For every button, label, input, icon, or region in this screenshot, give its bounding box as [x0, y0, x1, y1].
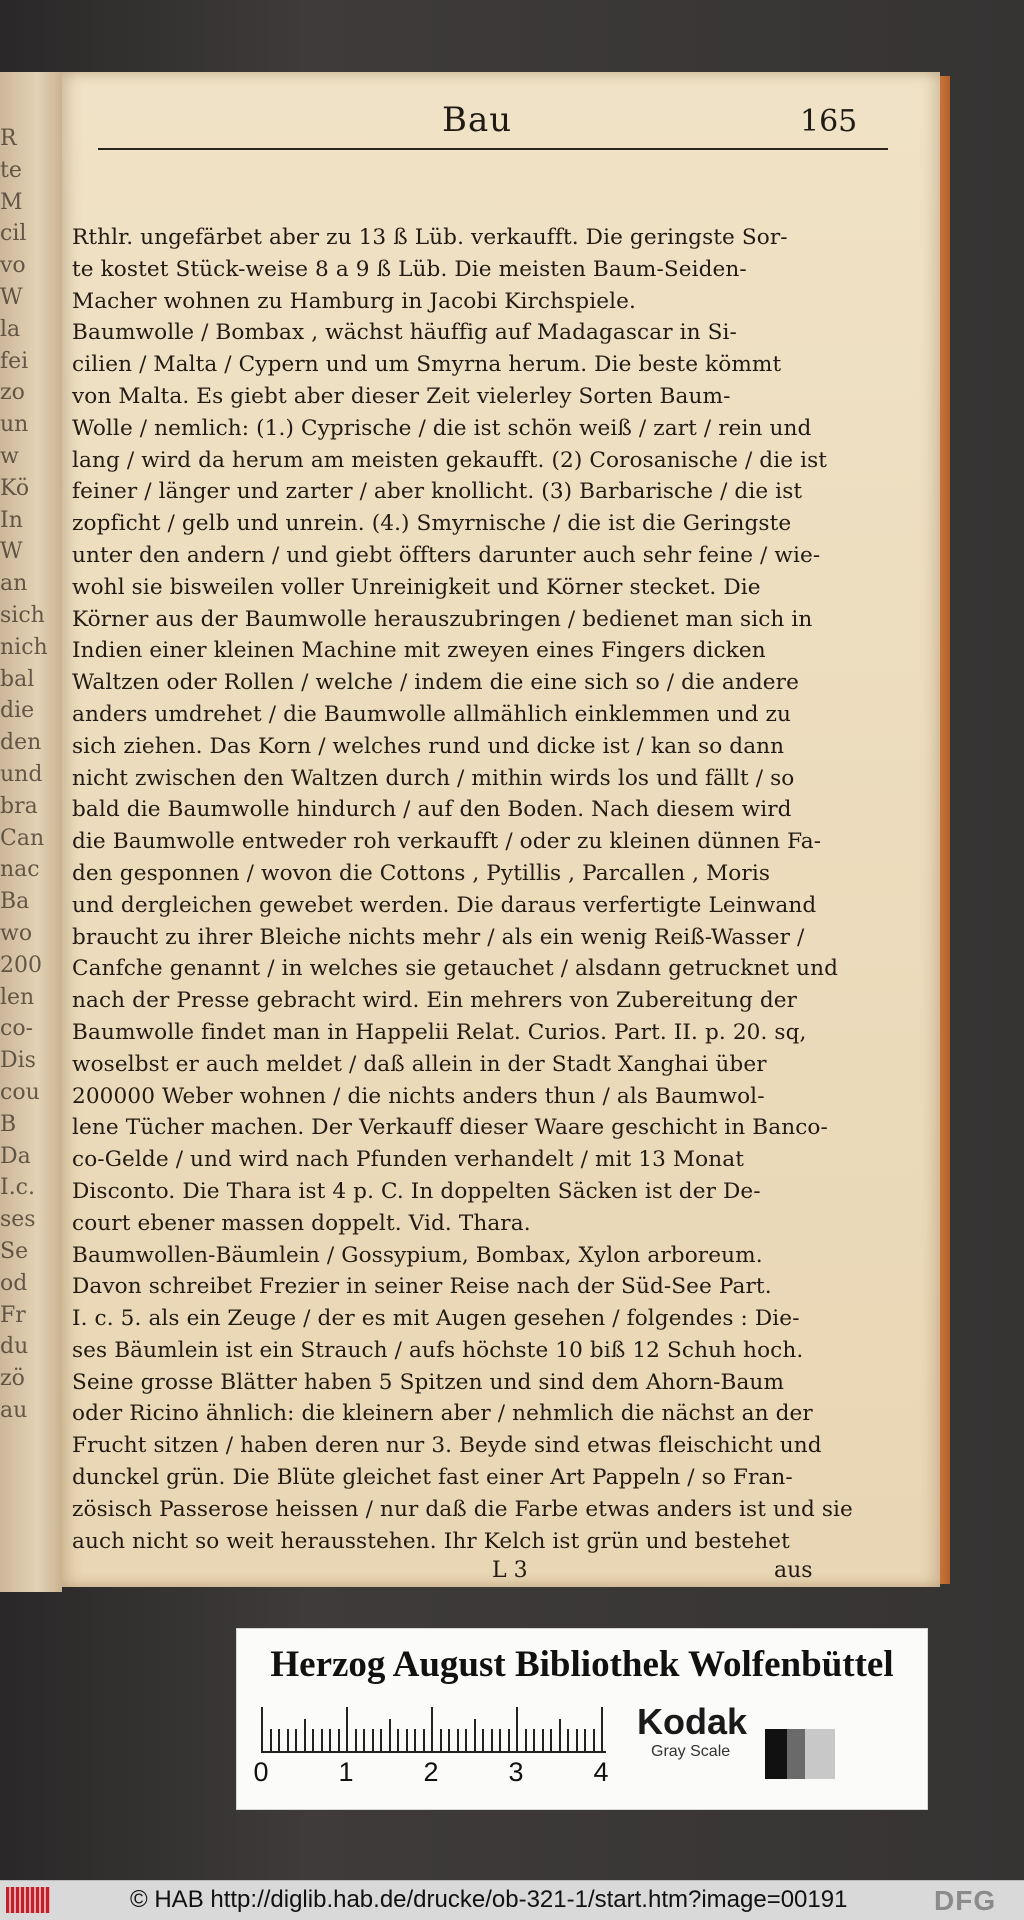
- left-page-fragment: den: [0, 730, 42, 756]
- left-page-fragment: an: [0, 571, 28, 597]
- ruler-tick: [516, 1707, 518, 1751]
- text-line: Baumwolle findet man in Happelii Relat. Curios. Part. II. p. 20. sq,: [72, 1019, 807, 1045]
- gray-patch: [765, 1729, 787, 1779]
- left-page-fragment: Fr: [0, 1302, 26, 1328]
- ruler-tick: [380, 1729, 382, 1751]
- left-page-fragment: In: [0, 507, 23, 533]
- left-page-fragment: W: [0, 539, 23, 565]
- footer-url[interactable]: © HAB http://diglib.hab.de/drucke/ob-321-1/start.htm?image=00191: [130, 1886, 848, 1913]
- text-line: nicht zwischen den Waltzen durch / mithin wirds los und fällt / so: [72, 765, 795, 791]
- ruler-tick: [270, 1729, 272, 1751]
- text-line: Macher wohnen zu Hamburg in Jacobi Kirchspiele.: [72, 288, 636, 314]
- text-line: nach der Presse gebracht wird. Ein mehrers von Zubereitung der: [72, 988, 798, 1014]
- left-page-fragment: du: [0, 1334, 29, 1360]
- left-page-fragment: Ba: [0, 889, 30, 915]
- left-page-fragment: len: [0, 984, 35, 1010]
- text-line: woselbst er auch meldet / daß allein in der Stadt Xanghai über: [72, 1051, 767, 1077]
- ruler-tick: [482, 1729, 484, 1751]
- text-line: auch nicht so weit herausstehen. Ihr Kelch ist grün und bestehet: [72, 1528, 790, 1554]
- text-line: zopficht / gelb und unrein. (4.) Smyrnische / die ist die Geringste: [72, 511, 792, 537]
- ruler-tick: [287, 1729, 289, 1751]
- text-line: Indien einer kleinen Machine mit zweyen eines Fingers dicken: [72, 638, 766, 664]
- left-page-fragment: 200: [0, 952, 42, 978]
- ruler-tick: [601, 1707, 603, 1751]
- left-page-fragment: ses: [0, 1207, 36, 1233]
- text-line: dunckel grün. Die Blüte gleichet fast einer Art Pappeln / so Fran-: [72, 1465, 793, 1491]
- text-line: Wolle / nemlich: (1.) Cyprische / die ist schön weiß / zart / rein und: [72, 415, 812, 441]
- left-page-fragment: Dis: [0, 1048, 36, 1074]
- text-line: Rthlr. ungefärbet aber zu 13 ß Lüb. verkaufft. Die geringste Sor-: [72, 225, 788, 250]
- left-page-fragment: Kö: [0, 475, 30, 501]
- ruler-tick: [431, 1707, 433, 1751]
- color-target-card: [236, 1628, 928, 1810]
- left-page-fragment: I.c.: [0, 1175, 35, 1201]
- footer-bar: [0, 1880, 1024, 1920]
- text-line: die Baumwolle entweder roh verkaufft / oder zu kleinen dünnen Fa-: [72, 829, 822, 855]
- text-line: zösisch Passerose heissen / nur daß die Farbe etwas anders ist und sie: [72, 1496, 853, 1522]
- page-number: 165: [800, 104, 858, 139]
- left-page-fragment: zö: [0, 1366, 25, 1392]
- text-line: lang / wird da herum am meisten gekaufft. (2) Corosanische / die ist: [72, 447, 828, 473]
- left-page-fragment: sich: [0, 603, 45, 628]
- text-line: lene Tücher machen. Der Verkauff dieser Waare geschicht in Banco-: [72, 1115, 828, 1141]
- ruler-tick: [295, 1729, 297, 1751]
- left-page-fragment: Can: [0, 825, 45, 851]
- running-head-title: Bau: [442, 100, 513, 140]
- left-page-fragment: wo: [0, 921, 33, 946]
- left-page-fragment: nac: [0, 857, 40, 883]
- ruler-tick: [499, 1729, 501, 1751]
- library-name: Herzog August Bibliothek Wolfenbüttel: [270, 1644, 894, 1685]
- ruler-tick: [448, 1729, 450, 1751]
- text-line: unter den andern / und giebt öffters darunter auch sehr feine / wie-: [72, 542, 821, 568]
- text-line: Baumwolle / Bombax , wächst häuffig auf Madagascar in Si-: [72, 320, 737, 346]
- gray-patch: [787, 1729, 805, 1779]
- text-line: Frucht sitzen / haben deren nur 3. Beyde sind etwas fleischicht und: [72, 1433, 822, 1459]
- ruler-tick: [423, 1729, 425, 1751]
- ruler-tick: [321, 1729, 323, 1751]
- ruler-number: 0: [253, 1757, 269, 1787]
- left-page-fragment: cil: [0, 221, 27, 247]
- left-page-fragment: die: [0, 698, 35, 724]
- head-rule: [98, 148, 888, 150]
- left-page-fragment: M: [0, 189, 23, 215]
- ruler-tick: [261, 1707, 263, 1751]
- left-page-fragment: und: [0, 762, 43, 787]
- text-line: wohl sie bisweilen voller Unreinigkeit und Körner stecket. Die: [72, 574, 761, 600]
- ruler-tick: [389, 1719, 391, 1751]
- barcode-icon: [6, 1887, 50, 1913]
- ruler-number: 2: [423, 1757, 439, 1787]
- left-page-fragment: nich: [0, 634, 48, 660]
- ruler-tick: [457, 1729, 459, 1751]
- page-edge: [940, 76, 950, 1584]
- signature-mark: L 3: [492, 1558, 528, 1583]
- ruler-tick: [474, 1719, 476, 1751]
- left-page-edge: [0, 72, 62, 1592]
- left-page-fragment: co-: [0, 1016, 33, 1042]
- ruler-tick: [491, 1729, 493, 1751]
- ruler-tick: [278, 1729, 280, 1751]
- ruler-tick: [372, 1729, 374, 1751]
- ruler-tick: [329, 1729, 331, 1751]
- text-line: ses Bäumlein ist ein Strauch / aufs höchste 10 biß 12 Schuh hoch.: [72, 1337, 804, 1363]
- text-line: te kostet Stück-weise 8 a 9 ß Lüb. Die meisten Baum-Seiden-: [72, 256, 747, 282]
- left-page-fragment: vo: [0, 253, 26, 279]
- text-line: anders umdrehet / die Baumwolle allmählich einklemmen und zu: [72, 701, 792, 727]
- page-text: [72, 222, 902, 1557]
- ruler-tick: [559, 1719, 561, 1751]
- ruler-tick: [440, 1729, 442, 1751]
- left-page-fragment: w: [0, 444, 19, 469]
- ruler-tick: [397, 1729, 399, 1751]
- text-line: braucht zu ihrer Bleiche nichts mehr / als ein wenig Reiß-Wasser /: [72, 924, 805, 950]
- ruler-tick: [406, 1729, 408, 1751]
- text-line: Waltzen oder Rollen / welche / indem die eine sich so / die andere: [72, 670, 799, 696]
- running-head: [62, 100, 940, 146]
- left-page-fragment: fei: [0, 348, 29, 374]
- text-line: court ebener massen doppelt. Vid. Thara.: [72, 1210, 531, 1236]
- ruler-tick: [550, 1729, 552, 1751]
- text-line: I. c. 5. als ein Zeuge / der es mit Augen gesehen / folgendes : Die-: [72, 1306, 800, 1332]
- text-line: feiner / länger und zarter / aber knollicht. (3) Barbarische / die ist: [72, 479, 803, 505]
- left-page-fragment: au: [0, 1398, 28, 1423]
- ruler-tick: [525, 1729, 527, 1751]
- left-page-fragment: bal: [0, 666, 35, 692]
- left-page-fragment: W: [0, 285, 23, 310]
- text-line: cilien / Malta / Cypern und um Smyrna herum. Die beste kömmt: [72, 352, 782, 378]
- ruler-tick: [593, 1729, 595, 1751]
- text-line: Canfche genannt / in welches sie getauchet / alsdann getrucknet und: [72, 956, 839, 982]
- ruler-tick: [533, 1729, 535, 1751]
- left-page-fragment: B: [0, 1111, 17, 1137]
- ruler-tick: [363, 1729, 365, 1751]
- text-line: Seine grosse Blätter haben 5 Spitzen und sind dem Ahorn-Baum: [72, 1369, 785, 1395]
- text-line: und dergleichen gewebet werden. Die daraus verfertigte Leinwand: [72, 892, 817, 918]
- left-page-fragment: Se: [0, 1239, 29, 1264]
- ruler-tick: [465, 1729, 467, 1751]
- gray-scale-swatch: [765, 1729, 835, 1779]
- dfg-logo: DFG: [934, 1885, 997, 1916]
- text-line: co-Gelde / und wird nach Pfunden verhandelt / mit 13 Monat: [72, 1147, 745, 1173]
- left-page-fragment: od: [0, 1270, 28, 1296]
- text-line: bald die Baumwolle hindurch / auf den Boden. Nach diesem wird: [72, 797, 792, 823]
- ruler-number: 4: [593, 1757, 609, 1787]
- text-line: Disconto. Die Thara ist 4 p. C. In doppelten Säcken ist der De-: [72, 1178, 761, 1204]
- ruler-tick: [414, 1729, 416, 1751]
- left-page-fragment: zo: [0, 380, 25, 406]
- ruler-tick: [355, 1729, 357, 1751]
- text-line: den gesponnen / wovon die Cottons , Pytillis , Parcallen , Moris: [72, 860, 771, 886]
- left-page-fragment: bra: [0, 793, 38, 819]
- ruler-tick: [304, 1719, 306, 1751]
- ruler-tick: [576, 1729, 578, 1751]
- ruler-tick: [542, 1729, 544, 1751]
- ruler-tick: [508, 1729, 510, 1751]
- text-line: Davon schreibet Frezier in seiner Reise nach der Süd-See Part.: [72, 1274, 772, 1300]
- book-page: [62, 72, 940, 1587]
- ruler-number: 3: [508, 1757, 524, 1787]
- left-page-fragment: un: [0, 412, 29, 438]
- catchword: aus: [774, 1558, 813, 1583]
- gray-scale-label: Gray Scale: [651, 1743, 731, 1760]
- left-page-fragment: cou: [0, 1080, 40, 1105]
- kodak-logo: Kodak: [637, 1701, 748, 1742]
- left-page-fragment: te: [0, 157, 22, 183]
- text-line: sich ziehen. Das Korn / welches rund und dicke ist / kan so dann: [72, 733, 785, 759]
- ruler-tick: [312, 1729, 314, 1751]
- ruler-scale: [253, 1701, 851, 1801]
- gray-patch: [805, 1729, 835, 1779]
- ruler-number: 1: [338, 1757, 354, 1787]
- ruler-tick: [338, 1729, 340, 1751]
- ruler-tick: [567, 1729, 569, 1751]
- text-line: oder Ricino ähnlich: die kleinern aber / nehmlich die nächst an der: [72, 1401, 813, 1427]
- ruler-baseline: [261, 1751, 606, 1753]
- left-page-fragment: la: [0, 316, 21, 342]
- text-line: 200000 Weber wohnen / die nichts anders thun / als Baumwol-: [72, 1083, 765, 1109]
- text-line: Baumwollen-Bäumlein / Gossypium, Bombax, Xylon arboreum.: [72, 1242, 763, 1268]
- text-line: von Malta. Es giebt aber dieser Zeit vielerley Sorten Baum-: [72, 383, 731, 409]
- ruler-tick: [584, 1729, 586, 1751]
- left-page-fragment: Da: [0, 1143, 31, 1169]
- ruler-tick: [346, 1707, 348, 1751]
- text-line: Körner aus der Baumwolle herauszubringen / bedienet man sich in: [72, 606, 813, 632]
- left-page-fragment: R: [0, 126, 17, 151]
